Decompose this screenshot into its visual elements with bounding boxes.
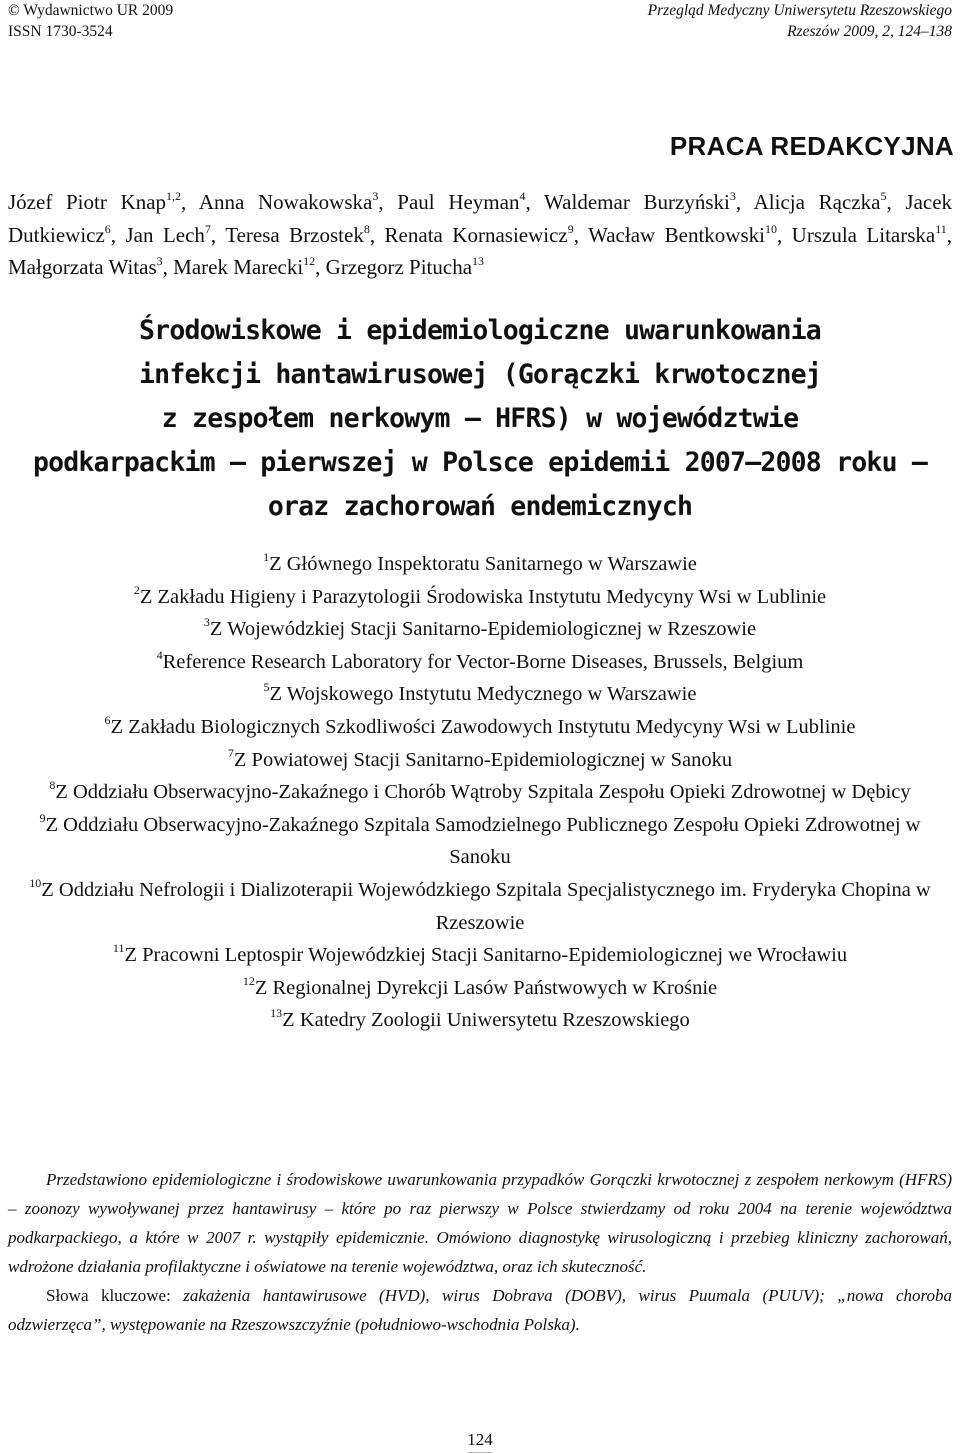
- affiliation-text: Z Wojewódzkiej Stacji Sanitarno-Epidemiologicznej w Rzeszowie: [209, 618, 757, 641]
- author-list: Józef Piotr Knap$^{1,2}$, Anna Nowakowska$^3$, Paul Heyman$^4$, Waldemar Burzyński$^3$, Alicja Rączka$^5$, Jacek Dutkiewicz$^6$, Jan Lech$^7$, Teresa Brzostek$^8$, Renata Kornasiewicz$^9$, Wacław Bentkowski$^{10}$, Urszula Litarska$^{11}$, Małgorzata Witas$^3$, Marek Marecki$^{12}$, Grzegorz Pitucha$^{13}$: [8, 189, 953, 279]
- journal-issue: Rzeszów 2009, 2, 124–138: [787, 23, 952, 40]
- affiliation-number: 3: [203, 615, 210, 630]
- affiliation-number: 8: [49, 778, 56, 793]
- author-name: Jacek Dutkiewicz: [8, 190, 953, 247]
- author: [544, 190, 736, 214]
- page-number: 124: [467, 1430, 493, 1449]
- affiliation-item: [8, 1004, 952, 1037]
- affiliation-item: [8, 744, 952, 777]
- affiliation-number: 9: [39, 810, 46, 825]
- keywords-label: Słowa kluczowe:: [46, 1286, 171, 1305]
- affiliation-item: [8, 972, 952, 1005]
- affiliation-text: Z Oddziału Obserwacyjno-Zakaźnego Szpitala Samodzielnego Publicznego Zespołu Opieki Zdrowotnej w Sanoku: [45, 813, 921, 869]
- author-name: Józef Piotr Knap: [8, 190, 167, 214]
- author-affiliation-ref: 13: [472, 254, 485, 268]
- author-affiliation-ref: 11: [935, 221, 947, 236]
- author-affiliation-ref: 9: [567, 221, 574, 236]
- affiliation-item: [8, 581, 952, 614]
- author: [8, 255, 163, 279]
- author-affiliation-ref: 3: [156, 254, 163, 268]
- author-affiliation-ref: 4: [519, 189, 526, 203]
- author-name: Jan Lech: [125, 222, 205, 247]
- affiliation-item: [8, 613, 952, 646]
- title-line: infekcji hantawirusowej (Gorączki krwotocznej: [139, 359, 821, 390]
- author-affiliation-ref: 5: [880, 189, 887, 203]
- author-affiliation-ref: 12: [303, 254, 316, 268]
- affiliation-text: Z Zakładu Biologicznych Szkodliwości Zawodowych Instytutu Medycyny Wsi w Lublinie: [110, 715, 856, 738]
- affiliation-text: Z Regionalnej Dyrekcji Lasów Państwowych w Krośnie: [254, 976, 718, 999]
- footer-rule: [468, 1452, 492, 1453]
- affiliation-text: Z Wojskowego Instytutu Medycznego w Warszawie: [269, 683, 697, 706]
- abstract-block: [8, 1165, 952, 1339]
- journal-name: Przegląd Medyczny Uniwersytetu Rzeszowskiego: [647, 2, 952, 19]
- author: [397, 190, 525, 214]
- author-name: Urszula Litarska: [791, 222, 936, 247]
- affiliation-item: [8, 776, 952, 809]
- abstract-text: Przedstawiono epidemiologiczne i środowiskowe uwarunkowania przypadków Gorączki krwotocznej z zespołem nerkowym (HFRS) – zoonozy wywoływanej przez hantawirusy – które po raz pierwszy w Polsce stwierdzamy od roku 2004 na terenie województwa podkarpackiego, a które w 2007 r. wystąpiły epidemicznie. Omówiono diagnostykę wirusologiczną i przebieg kliniczny zachorowań, wdrożone działania profilaktyczne i oświatowe na terenie województwa, oraz ich skuteczność.: [8, 1170, 952, 1276]
- affiliation-text: Reference Research Laboratory for Vector-Borne Diseases, Brussels, Belgium: [162, 650, 804, 673]
- affiliation-text: Z Katedry Zoologii Uniwersytetu Rzeszowskiego: [282, 1009, 690, 1032]
- affiliation-number: 2: [133, 582, 140, 597]
- affiliation-item: [8, 678, 952, 711]
- affiliation-text: Z Powiatowej Stacji Sanitarno-Epidemiologicznej w Sanoku: [233, 748, 733, 771]
- affiliation-number: 4: [156, 647, 163, 662]
- author-affiliation-ref: 10: [764, 221, 777, 236]
- author-name: Alicja Rączka: [753, 190, 881, 214]
- title-line: Środowiskowe i epidemiologiczne uwarunkowania: [139, 315, 821, 346]
- affiliation-number: 11: [112, 941, 125, 956]
- title-line: z zespołem nerkowym — HFRS) w województwie: [161, 403, 799, 434]
- issn-line: ISSN 1730-3524: [8, 23, 113, 40]
- author: [326, 255, 484, 279]
- author: [8, 190, 181, 214]
- affiliation-item: [8, 874, 952, 939]
- affiliation-number: 6: [104, 712, 111, 727]
- author-name: Małgorzata Witas: [8, 255, 157, 279]
- author-name: Marek Marecki: [173, 255, 304, 279]
- affiliation-text: Z Głównego Inspektoratu Sanitarnego w Warszawie: [269, 553, 697, 575]
- author-name: Paul Heyman: [397, 190, 520, 214]
- author-affiliation-ref: 1,2: [166, 189, 182, 203]
- author: [225, 223, 370, 247]
- affiliation-item: [8, 548, 952, 581]
- journal-name-block: [648, 0, 952, 42]
- author: [126, 223, 211, 247]
- affiliation-item: [8, 809, 952, 874]
- author-affiliation-ref: 6: [104, 221, 111, 236]
- author: [792, 223, 947, 247]
- author-affiliation-ref: 3: [729, 189, 736, 203]
- author-affiliation-ref: 3: [372, 189, 379, 203]
- affiliation-number: 1: [263, 550, 270, 564]
- affiliation-text: Z Zakładu Higieny i Parazytologii Środowiska Instytutu Medycyny Wsi w Lublinie: [139, 585, 827, 608]
- affiliation-text: Z Pracowni Leptospir Wojewódzkiej Stacji Sanitarno-Epidemiologicznej we Wrocławiu: [124, 944, 848, 967]
- author-name: Anna Nowakowska: [198, 190, 373, 214]
- affiliation-number: 10: [29, 875, 42, 890]
- journal-publisher-block: [8, 0, 173, 42]
- title-line: podkarpackim — pierwszej w Polsce epidemii 2007—2008 roku —: [32, 447, 928, 478]
- article-title: [0, 309, 960, 529]
- author-name: Renata Kornasiewicz: [384, 222, 568, 247]
- copyright-line: © Wydawnictwo UR 2009: [8, 2, 174, 19]
- affiliation-number: 13: [270, 1006, 283, 1021]
- affiliations-list: [8, 548, 952, 1037]
- author-affiliation-ref: 8: [363, 221, 370, 236]
- author-name: Grzegorz Pitucha: [325, 255, 473, 279]
- author-name: Teresa Brzostek: [225, 222, 364, 247]
- author: [385, 223, 574, 247]
- author: [199, 190, 379, 214]
- affiliation-number: 5: [263, 680, 270, 695]
- affiliation-number: 7: [227, 745, 234, 760]
- keywords-paragraph: [8, 1281, 952, 1339]
- affiliation-item: [8, 939, 952, 972]
- affiliation-text: Z Oddziału Nefrologii i Dializoterapii Wojewódzkiego Szpitala Specjalistycznego im. Fryderyka Chopina w Rzeszowie: [41, 878, 931, 934]
- keywords-text: zakażenia hantawirusowe (HVD), wirus Dobrava (DOBV), wirus Puumala (PUUV); „nowa choroba odzwierzęca”, występowanie na Rzeszowszczyźnie (południowo-wschodnia Polska).: [8, 1286, 952, 1334]
- affiliation-item: [8, 646, 952, 679]
- author: [754, 190, 887, 214]
- article-type-label: PRACA REDAKCYJNA: [669, 131, 954, 161]
- affiliation-item: [8, 711, 952, 744]
- author-name: Waldemar Burzyński: [544, 190, 730, 214]
- title-line: oraz zachorowań endemicznych: [267, 491, 693, 522]
- author: [588, 223, 777, 247]
- author: [173, 255, 315, 279]
- affiliation-text: Z Oddziału Obserwacyjno-Zakaźnego i Chorób Wątroby Szpitala Zespołu Opieki Zdrowotnej w Dębicy: [55, 781, 911, 804]
- affiliation-number: 12: [242, 973, 255, 988]
- author-affiliation-ref: 7: [204, 221, 211, 236]
- author-name: Wacław Bentkowski: [588, 222, 765, 247]
